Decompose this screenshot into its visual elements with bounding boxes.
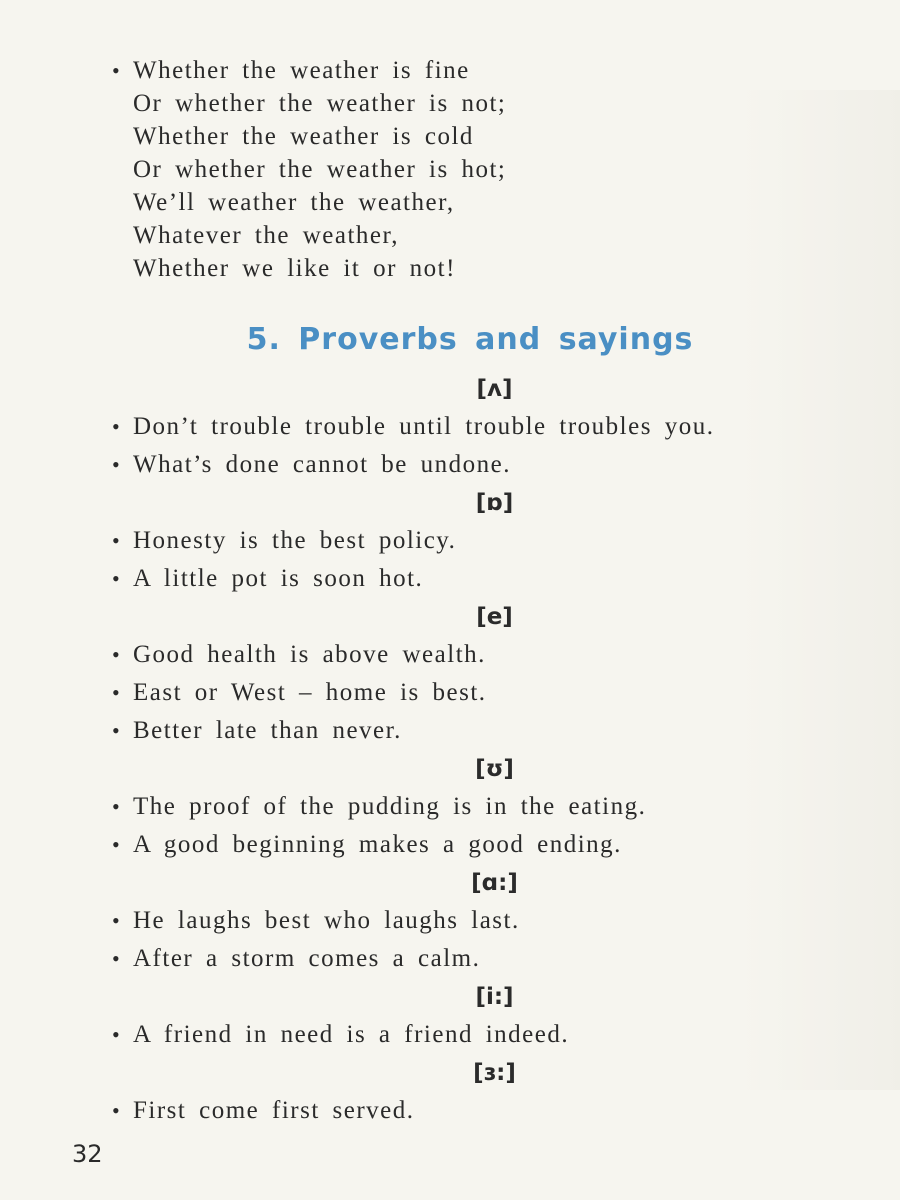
poem-line-text: Or whether the weather is hot; <box>133 156 507 183</box>
bullet: • <box>112 718 122 743</box>
proverb-item <box>112 826 882 864</box>
poem-line <box>112 153 812 186</box>
poem-line-text: We’ll weather the weather, <box>133 189 455 216</box>
phonetic-sound-label: [e] <box>476 604 513 630</box>
phonetic-sound-label: [ɒ] <box>475 490 514 516</box>
page-number: 32 <box>72 1140 103 1168</box>
proverbs-list <box>112 370 882 1130</box>
proverb-item <box>112 1016 882 1054</box>
bullet: • <box>112 452 122 477</box>
proverb-text: The proof of the pudding is in the eating. <box>133 793 647 820</box>
proverb-text: A friend in need is a friend indeed. <box>133 1021 570 1048</box>
proverb-item <box>112 1092 882 1130</box>
proverb-text: Honesty is the best policy. <box>133 527 457 554</box>
poem-line-text: Or whether the weather is not; <box>133 90 507 117</box>
bullet: • <box>112 946 122 971</box>
bullet: • <box>112 1022 122 1047</box>
proverb-text: Good health is above wealth. <box>133 641 486 668</box>
bullet: • <box>112 528 122 553</box>
phonetic-sound-label: [ʌ] <box>476 376 513 402</box>
poem-line <box>112 186 812 219</box>
poem-line-text: Whether the weather is cold <box>133 123 474 150</box>
proverb-item <box>112 788 882 826</box>
phonetic-sound-label: [ɑ:] <box>471 870 518 896</box>
poem-line-text: Whether the weather is fine <box>133 57 470 84</box>
proverb-item <box>112 902 882 940</box>
bullet: • <box>112 58 122 83</box>
proverb-text: East or West – home is best. <box>133 679 487 706</box>
poem-line <box>112 252 812 285</box>
poem-line-text: Whether we like it or not! <box>133 255 456 282</box>
poem-line <box>112 54 812 87</box>
bullet: • <box>112 642 122 667</box>
proverb-text: Better late than never. <box>133 717 402 744</box>
phonetic-sound-label: [i:] <box>475 984 514 1010</box>
proverb-item <box>112 674 882 712</box>
proverb-item <box>112 636 882 674</box>
proverb-item <box>112 408 882 446</box>
bullet: • <box>112 908 122 933</box>
bullet: • <box>112 680 122 705</box>
proverb-text: First come first served. <box>133 1097 415 1124</box>
poem <box>112 54 812 285</box>
proverb-text: Don’t trouble trouble until trouble troubles you. <box>133 413 715 440</box>
bullet: • <box>112 794 122 819</box>
proverb-text: After a storm comes a calm. <box>133 945 481 972</box>
bullet: • <box>112 832 122 857</box>
proverb-item <box>112 712 882 750</box>
proverb-item <box>112 940 882 978</box>
proverb-text: A good beginning makes a good ending. <box>133 831 622 858</box>
phonetic-sound-label: [ɜ:] <box>473 1060 516 1086</box>
poem-line-text: Whatever the weather, <box>133 222 400 249</box>
poem-line <box>112 120 812 153</box>
bullet: • <box>112 1098 122 1123</box>
bullet: • <box>112 566 122 591</box>
proverb-text: A little pot is soon hot. <box>133 565 424 592</box>
phonetic-sound-label: [ʊ] <box>475 756 514 782</box>
proverb-item <box>112 560 882 598</box>
poem-line <box>112 219 812 252</box>
proverb-text: He laughs best who laughs last. <box>133 907 520 934</box>
poem-line <box>112 87 812 120</box>
proverb-item <box>112 446 882 484</box>
proverb-text: What’s done cannot be undone. <box>133 451 511 478</box>
proverb-item <box>112 522 882 560</box>
section-heading: 5. Proverbs and sayings <box>246 322 694 357</box>
bullet: • <box>112 414 122 439</box>
